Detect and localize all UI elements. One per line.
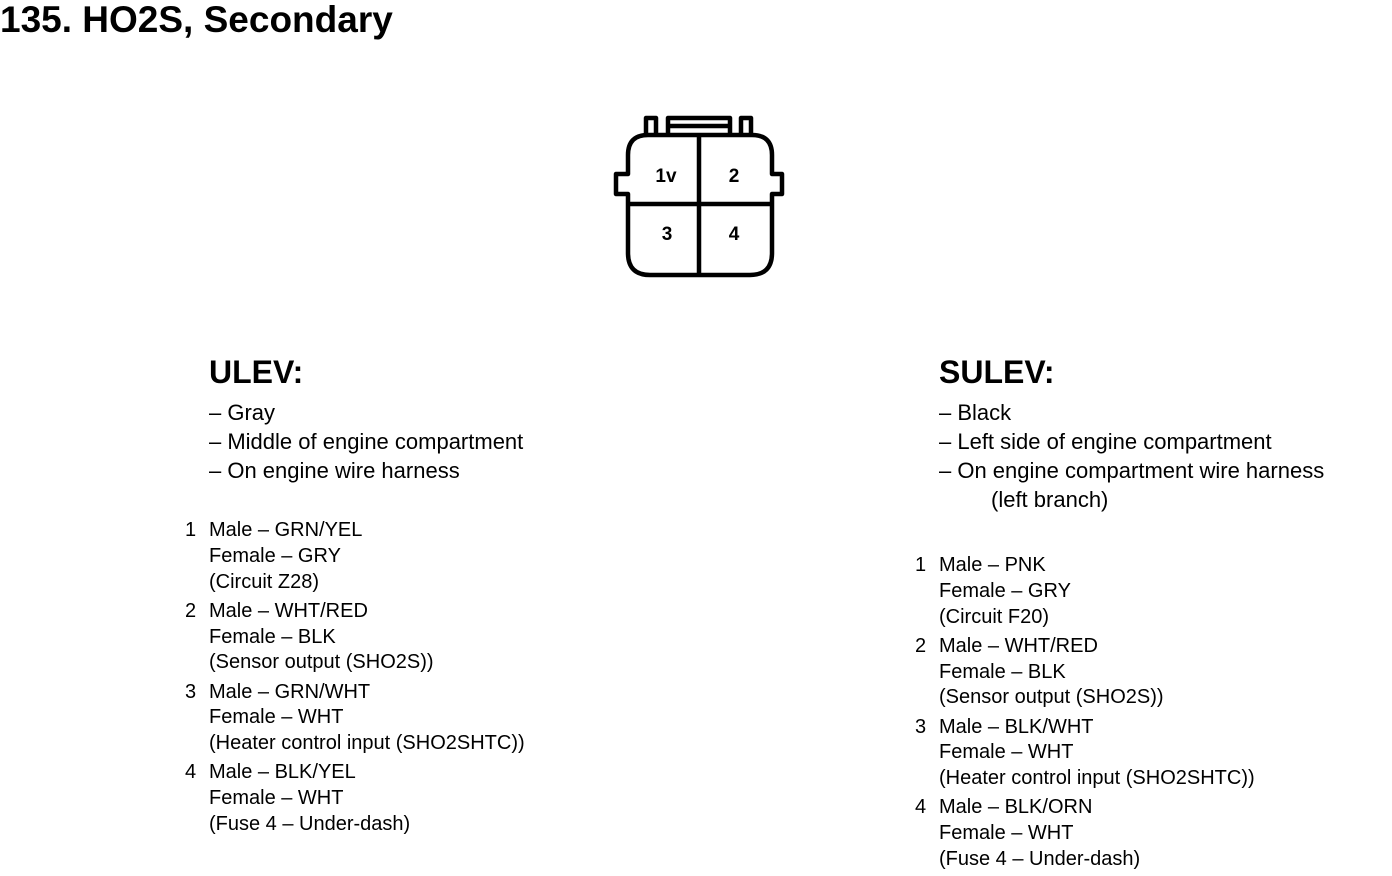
pin-note: (Circuit F20) xyxy=(939,605,1050,628)
pin-note: (Sensor output (SHO2S)) xyxy=(209,651,434,674)
sulev-harness-branch: (left branch) xyxy=(991,487,1109,512)
locking-tab-left xyxy=(646,118,656,135)
ulev-heading: ULEV: xyxy=(209,354,304,390)
pin-note: (Heater control input (SHO2SHTC)) xyxy=(939,767,1255,790)
ulev-pin-2 xyxy=(185,599,525,676)
ulev-description xyxy=(209,398,523,485)
pin-number: 1 xyxy=(915,554,927,576)
pin-number: 3 xyxy=(185,680,197,703)
pin-number: 2 xyxy=(185,599,197,622)
connector-diagram xyxy=(610,112,790,282)
ulev-color: – Gray xyxy=(209,400,276,425)
sulev-harness: – On engine compartment wire harness xyxy=(939,458,1325,483)
ulev-harness: – On engine wire harness xyxy=(209,458,460,483)
pin-female: Female – BLK xyxy=(939,660,1066,683)
cavity-label-1: 1v xyxy=(655,166,677,187)
pin-note: (Fuse 4 – Under-dash) xyxy=(209,812,411,835)
sulev-pin-4 xyxy=(915,795,1255,872)
ulev-pin-list xyxy=(185,518,525,841)
pin-female: Female – WHT xyxy=(209,706,344,729)
pin-female: Female – GRY xyxy=(939,579,1071,602)
cavity-label-2: 2 xyxy=(728,166,740,187)
pin-female: Female – WHT xyxy=(209,787,344,810)
pin-number: 3 xyxy=(915,715,927,738)
pin-number: 4 xyxy=(915,796,927,819)
pin-number: 4 xyxy=(185,761,197,784)
cavity-label-4: 4 xyxy=(728,224,740,245)
ulev-pin-4 xyxy=(185,760,525,837)
pin-male: Male – BLK/YEL xyxy=(209,761,356,784)
ulev-pin-3 xyxy=(185,680,525,757)
pin-note: (Circuit Z28) xyxy=(209,570,320,593)
connector-outline xyxy=(616,118,782,275)
page-title: 135. HO2S, Secondary xyxy=(0,0,393,40)
pin-number: 1 xyxy=(185,519,197,541)
sulev-pin-2 xyxy=(915,634,1255,711)
sulev-heading: SULEV: xyxy=(939,354,1055,390)
sulev-color: – Black xyxy=(939,400,1012,425)
sulev-description xyxy=(939,398,1324,514)
pin-male: Male – GRN/YEL xyxy=(209,519,363,541)
pin-male: Male – WHT/RED xyxy=(209,599,368,622)
sulev-location: – Left side of engine compartment xyxy=(939,429,1272,454)
ulev-pin-1 xyxy=(185,518,525,595)
pin-note: (Sensor output (SHO2S)) xyxy=(939,686,1164,709)
cavity-label-3: 3 xyxy=(661,224,673,245)
pin-note: (Fuse 4 – Under-dash) xyxy=(939,847,1141,870)
sulev-pin-1 xyxy=(915,553,1255,630)
pin-male: Male – BLK/ORN xyxy=(939,796,1093,819)
pin-male: Male – GRN/WHT xyxy=(209,680,371,703)
ulev-location: – Middle of engine compartment xyxy=(209,429,524,454)
locking-tab-right xyxy=(741,118,751,135)
pin-note: (Heater control input (SHO2SHTC)) xyxy=(209,732,525,755)
pin-female: Female – BLK xyxy=(209,625,336,648)
pin-male: Male – BLK/WHT xyxy=(939,715,1094,738)
pin-female: Female – WHT xyxy=(939,822,1074,845)
pin-male: Male – WHT/RED xyxy=(939,634,1098,657)
pin-female: Female – WHT xyxy=(939,741,1074,764)
sulev-pin-list xyxy=(915,553,1255,876)
sulev-pin-3 xyxy=(915,715,1255,792)
pin-male: Male – PNK xyxy=(939,554,1046,576)
pin-number: 2 xyxy=(915,634,927,657)
pin-female: Female – GRY xyxy=(209,544,341,567)
